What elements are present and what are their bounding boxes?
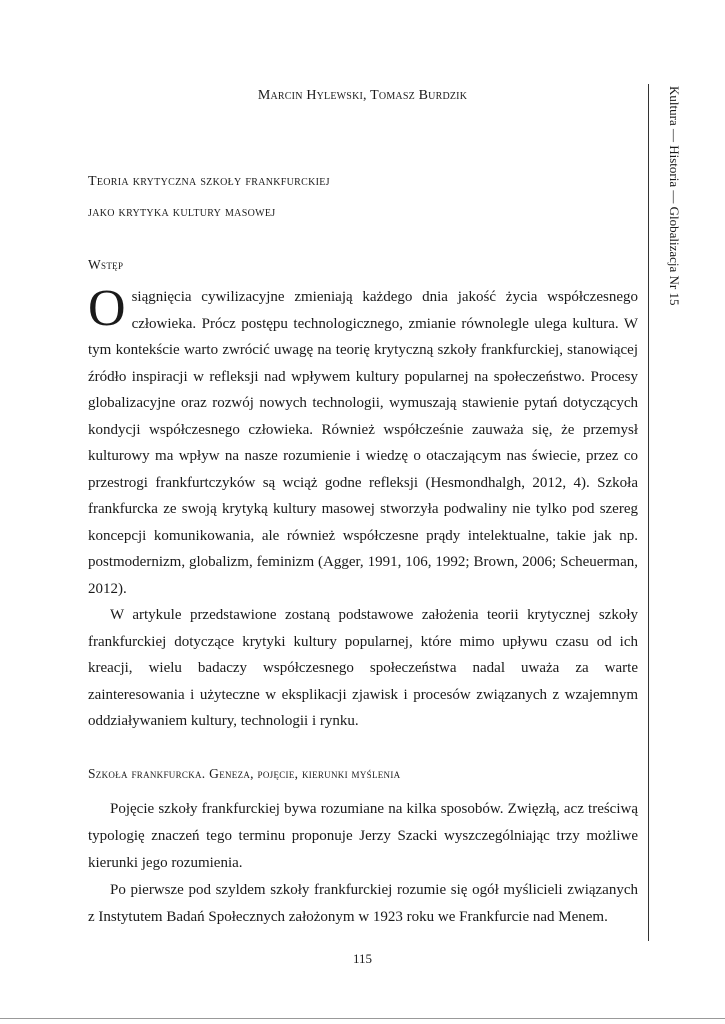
introduction-body [88,280,638,735]
frankfurt-paragraph-1: Pojęcie szkoły frankfurckiej bywa rozumiane na kilka sposobów. Zwięzłą, acz treściwą typologię znaczeń tego terminu proponuje Jerzy Szacki wyszczególniając trzy możliwe kierunki jego rozumienia. [88,801,638,871]
drop-cap: O [88,280,126,337]
section-heading-introduction: Wstęp [88,257,124,272]
introduction-paragraph-1 [88,280,638,602]
introduction-paragraph-2: W artykule przedstawione zostaną podstawowe założenia teorii krytycznej szkoły frankfurckiej dotyczące krytyki kultury popularnej, które mimo upływu czasu od ich kreacji, wielu badaczy współczesnego społeczeństwa nadal uważa za warte zainteresowania i użyteczne w eksplikacji zjawisk i procesów związanych z wzajemnym oddziaływaniem kultury, technologii i rynku. [88,607,638,729]
frankfurt-school-body [88,796,638,931]
article-title-line-2: jako krytyka kultury masowej [88,205,276,220]
journal-side-label: Kultura — Historia — Globalizacja Nr 15 [667,86,682,306]
bottom-rule [0,1018,725,1019]
page-number: 115 [352,951,373,966]
article-authors: Marcin Hylewski, Tomasz Burdzik [257,88,468,103]
introduction-paragraph-1-text: siągnięcia cywilizacyjne zmieniają każdego dnia jakość życia współczesnego człowieka. Prócz postępu technologicznego, zmianie równolegle ulega kultura. W tym kontekście warto zwrócić uwagę na teorię krytyczną szkoły frankfurckiej, stanowiącej źródło inspiracji w refleksji nad wpływem kultury popularnej na społeczeństwo. Procesy globalizacyjne oraz rozwój nowych technologii, wymuszają stawienie pytań dotyczących kondycji współczesnego człowieka. Również współcześnie zauważa się, że przemysł kulturowy ma wpływ na nasze rozumienie i wiedzę o otaczającym nas świecie, przez co przestrogi frankfurtczyków są wciąż godne refleksji (Hesmondhalgh, 2012, 4). Szkoła frankfurcka ze swoją krytyką kultury masowej stworzyła podwaliny nie tylko pod szereg koncepcji komunikowania, ale również współczesne prądy intelektualne, takie jak np. postmodernizm, globalizm, feminizm (Agger, 1991, 106, 1992; Brown, 2006; Scheuerman, 2012). [88,289,638,597]
article-title-line-1: Teoria krytyczna szkoły frankfurckiej [88,174,330,189]
section-heading-frankfurt-school: Szkoła frankfurcka. Geneza, pojęcie, kierunki myślenia [88,766,401,781]
margin-rule [648,84,649,941]
frankfurt-paragraph-2: Po pierwsze pod szyldem szkoły frankfurckiej rozumie się ogół myślicieli związanych z Instytutem Badań Społecznych założonym w 1923 roku we Frankfurcie nad Menem. [88,882,638,925]
